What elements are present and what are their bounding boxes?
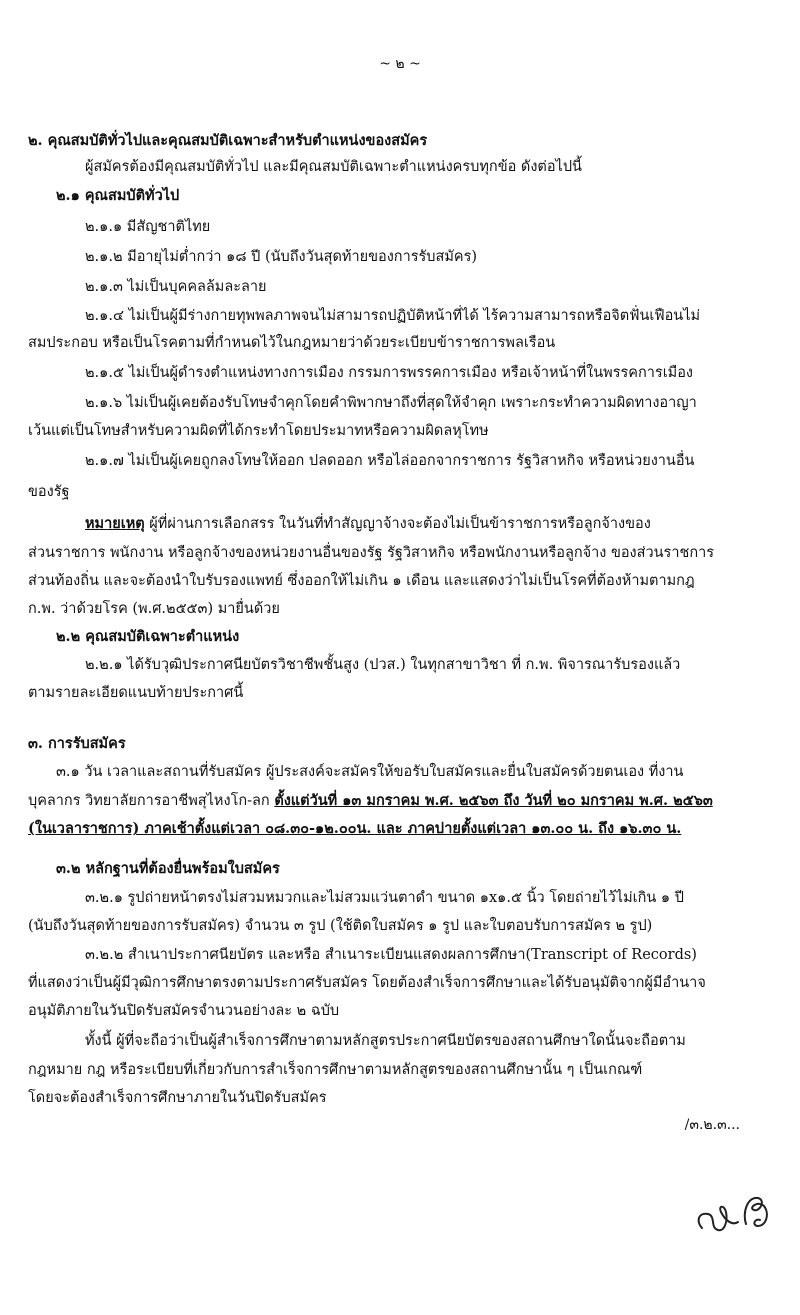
item-3-2-2-line2: ที่แสดงว่าเป็นผู้มีวุฒิการศึกษาตรงตามประกาศรับสมัคร โดยต้องสำเร็จการศึกษาและได้รับอนุมัติจากผู้มีอำนาจ [28,975,706,991]
item-2-1-7-line1: ๒.๑.๗ ไม่เป็นผู้เคยถูกลงโทษให้ออก ปลดออก หรือไล่ออกจากราชการ รัฐวิสาหกิจ หรือหน่วยงานอื่น [85,453,695,469]
general-qualifications-heading: ๒.๑ คุณสมบัติทั่วไป [56,187,180,204]
note-line4: ก.พ. ว่าด้วยโรค (พ.ศ.๒๕๕๓) มายื่นด้วย [28,601,280,617]
item-3-2-1-line1: ๓.๒.๑ รูปถ่ายหน้าตรงไม่สวมหมวกและไม่สวมแว่นตาดำ ขนาด ๑x๑.๕ นิ้ว โดยถ่ายไว้ไม่เกิน ๑ ปี [85,890,684,906]
specific-qualifications-heading: ๒.๒ คุณสมบัติเฉพาะตำแหน่ง [56,628,240,645]
item-2-1-1: ๒.๑.๑ มีสัญชาติไทย [85,219,211,235]
remark-line2: กฎหมาย กฎ หรือระเบียบที่เกี่ยวกับการสำเร็จการศึกษาตามหลักสูตรของสถานศึกษานั้น ๆ เป็นเกณฑ์ [28,1062,643,1078]
note-label: หมายเหตุ [85,515,145,532]
section-2-heading: ๒. คุณสมบัติทั่วไปและคุณสมบัติเฉพาะสำหรับตำแหน่งของสมัคร [28,132,428,149]
item-2-1-4-line2: สมประกอบ หรือเป็นโรคตามที่กำหนดไว้ในกฎหมายว่าด้วยระเบียบข้าราชการพลเรือน [28,335,556,351]
remark-line1: ทั้งนี้ ผู้ที่จะถือว่าเป็นผู้สำเร็จการศึกษาตามหลักสูตรประกาศนียบัตรของสถานศึกษาใดนั้นจะถือตาม [85,1033,686,1049]
section-2-intro: ผู้สมัครต้องมีคุณสมบัติทั่วไป และมีคุณสมบัติเฉพาะตำแหน่งครบทุกข้อ ดังต่อไปนี้ [85,159,582,175]
item-2-1-4-line1: ๒.๑.๔ ไม่เป็นผู้มีร่างกายทุพพลภาพจนไม่สามารถปฏิบัติหน้าที่ได้ ไร้ความสามารถหรือจิตฟั่นเฟือนไม่ [85,308,701,324]
note-line1 [85,517,651,532]
note-line2: ส่วนราชการ พนักงาน หรือลูกจ้างของหน่วยงานอื่นของรัฐ รัฐวิสาหกิจ หรือพนักงานหรือลูกจ้าง ของส่วนราชการ [28,545,715,561]
item-2-1-2: ๒.๑.๒ มีอายุไม่ต่ำกว่า ๑๘ ปี (นับถึงวันสุดท้ายของการรับสมัคร) [85,249,478,265]
application-time-range: (ในเวลาราชการ) ภาคเช้าตั้งแต่เวลา ๐๘.๓๐-๑๒.๐๐น. และ ภาคบ่ายตั้งแต่เวลา ๑๓.๐๐ น. ถึง ๑๖.๓๐ น. [28,820,682,837]
note-line3: ส่วนท้องถิ่น และจะต้องนำใบรับรองแพทย์ ซึ่งออกให้ไม่เกิน ๑ เดือน และแสดงว่าไม่เป็นโรคที่ต้องห้ามตามกฎ [28,573,695,589]
item-2-2-1-line2: ตามรายละเอียดแนบท้ายประกาศนี้ [28,685,244,701]
item-3-2-1-line2: (นับถึงวันสุดท้ายของการรับสมัคร) จำนวน ๓ รูป (ใช้ติดใบสมัคร ๑ รูป และใบตอบรับการสมัคร ๒ รูป) [28,918,653,934]
section-3-heading: ๓. การรับสมัคร [28,735,126,752]
note-line1-text: ผู้ที่ผ่านการเลือกสรร ในวันที่ทำสัญญาจ้างจะต้องไม่เป็นข้าราชการหรือลูกจ้างของ [144,516,651,532]
item-3-2-2-line1: ๓.๒.๒ สำเนาประกาศนียบัตร และหรือ สำเนาระเบียนแสดงผลการศึกษา(Transcript of Records) [85,947,697,963]
item-3-1-line2-text: บุคลากร วิทยาลัยการอาชีพสุไหงโก-ลก [28,793,275,809]
item-3-1-line2 [28,794,713,809]
application-date-range: ตั้งแต่วันที่ ๑๓ มกราคม พ.ศ. ๒๕๖๓ ถึง วันที่ ๒๐ มกราคม พ.ศ. ๒๕๖๓ [274,792,713,809]
item-2-1-7-line2: ของรัฐ [28,484,70,500]
page-number: ~ ๒ ~ [379,56,421,72]
item-2-1-6-line1: ๒.๑.๖ ไม่เป็นผู้เคยต้องรับโทษจำคุกโดยคำพิพากษาถึงที่สุดให้จำคุก เพราะกระทำความผิดทางอาญา [85,395,697,411]
item-3-1-line1: ๓.๑ วัน เวลาและสถานที่รับสมัคร ผู้ประสงค์จะสมัครให้ขอรับใบสมัครและยื่นใบสมัครด้วยตนเอง ที่งาน [56,764,684,780]
documents-heading: ๓.๒ หลักฐานที่ต้องยื่นพร้อมใบสมัคร [56,860,280,877]
item-2-1-5: ๒.๑.๕ ไม่เป็นผู้ดำรงตำแหน่งทางการเมือง กรรมการพรรคการเมือง หรือเจ้าหน้าที่ในพรรคการเมือง [85,365,694,381]
item-2-1-6-line2: เว้นแต่เป็นโทษสำหรับความผิดที่ได้กระทำโดยประมาทหรือความผิดลหุโทษ [28,423,489,439]
item-3-2-2-line3: อนุมัติภายในวันปิดรับสมัครจำนวนอย่างละ ๒ ฉบับ [28,1003,340,1019]
item-2-1-3: ๒.๑.๓ ไม่เป็นบุคคลล้มละลาย [85,279,267,295]
remark-line3: โดยจะต้องสำเร็จการศึกษาภายในวันปิดรับสมัคร [28,1090,327,1106]
continuation-marker: /๓.๒.๓... [684,1117,740,1133]
handwritten-signature-icon [688,1182,788,1242]
item-2-2-1-line1: ๒.๒.๑ ได้รับวุฒิประกาศนียบัตรวิชาชีพชั้นสูง (ปวส.) ในทุกสาขาวิชา ที่ ก.พ. พิจารณารับรองแล้ว [85,657,681,673]
